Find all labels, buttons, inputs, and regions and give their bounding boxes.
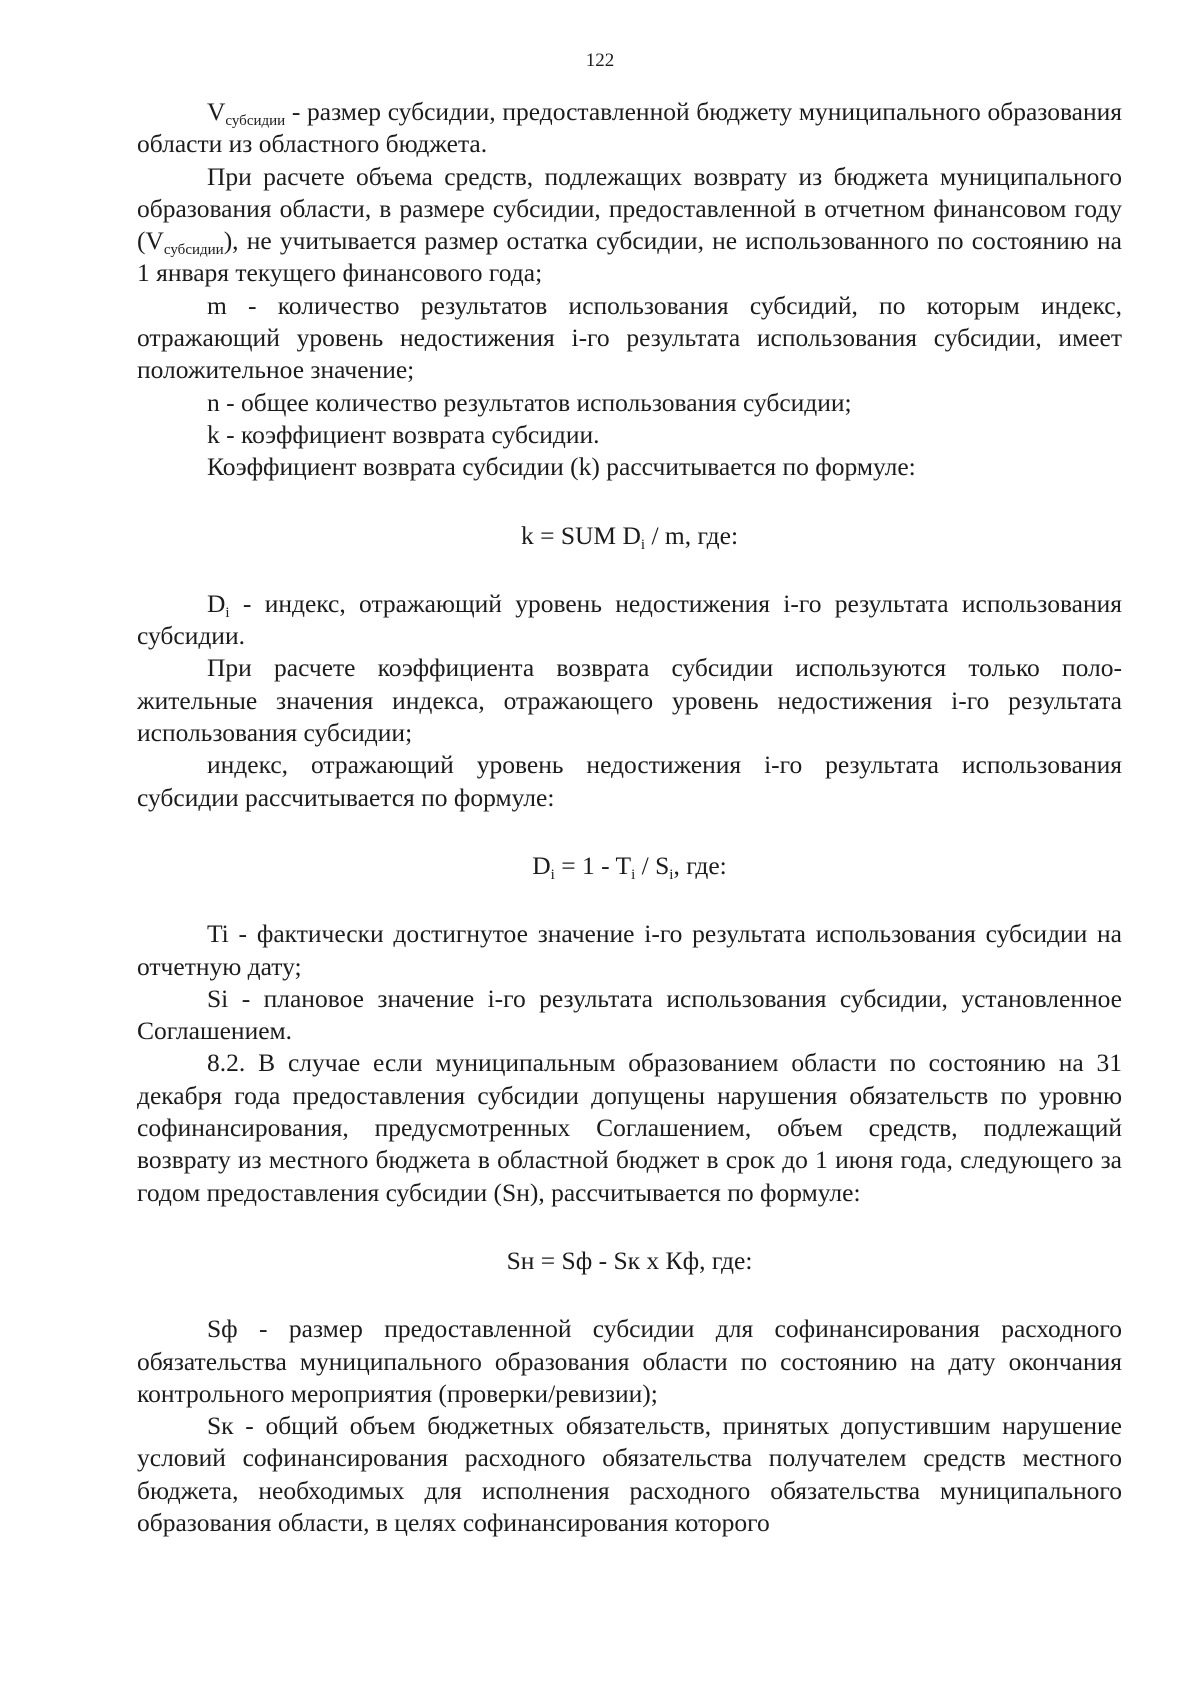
- paragraph-sk-definition: Sк - общий объем бюджетных обязательств, принятых допустившим нарушение условий софинансирования расходного обязательства получателем средств местного бюджета, необходимых для исполнения расходного обязательства муниципального образования области, в целях софинансирования которого: [137, 1411, 1122, 1537]
- paragraph-calc-note: При расчете объема средств, подлежащих возврату из бюджета муниципального образования области, в размере субсидии, предоставленной в отчетном финансовом году $(V_{субсидии})$, не учитывается размер остатка субсидии, не использованного по состоянию на 1 января текущего финансового года;: [137, 161, 1122, 288]
- paragraph-k-formula-intro: Коэффициент возврата субсидии (k) рассчитывается по формуле:: [207, 452, 916, 482]
- page-number: 122: [585, 50, 615, 71]
- document-body: [137, 96, 1122, 1539]
- paragraph-positive-values: При расчете коэффициента возврата субсидии используются только положительные значения индекса, отражающего уровень недостижения i-го результата использования субсидии;: [137, 653, 1122, 748]
- paragraph-di-definition: $D_i$ - индекс, отражающий уровень недостижения i-го результата использования субсидии.: [137, 588, 1122, 651]
- paragraph-v-subsidy: $V_{субсидии}$ - размер субсидии, предоставленной бюджету муниципального образования области из областного бюджета.: [137, 97, 1122, 159]
- formula-sn: Sн = Sф - Sк х Кф, где:: [506, 1245, 753, 1275]
- formula-di: $D_i = 1 - T_i / S_i$, где:: [532, 850, 727, 883]
- paragraph-sf-definition: Sф - размер предоставленной субсидии для софинансирования расходного обязательства муниципального образования области по состоянию на дату окончания контрольного мероприятия (проверки/ревизии);: [137, 1314, 1122, 1408]
- paragraph-k-definition: k - коэффициент возврата субсидии.: [207, 419, 600, 449]
- paragraph-n-definition: n - общее количество результатов использования субсидии;: [207, 387, 852, 417]
- paragraph-m-definition: m - количество результатов использования субсидий, по которым индекс, отражающий уровень недостижения i-го результата использования субсидии, имеет положительное значение;: [137, 290, 1122, 385]
- paragraph-di-formula-intro: индекс, отражающий уровень недостижения i-го результата использования субсидии рассчитывается по формуле:: [137, 750, 1122, 812]
- paragraph-si-definition: Si - плановое значение i-го результата использования субсидии, установленное Соглашением.: [137, 983, 1122, 1046]
- paragraph-ti-definition: Ti - фактически достигнутое значение i-го результата использования субсидии на отчетную дату;: [137, 919, 1122, 981]
- paragraph-section-8-2: 8.2. В случае если муниципальным образованием области по состоянию на 31 декабря года предоставления субсидии допущены нарушения обязательств по уровню софинансирования, предусмотренных Соглашением, объем средств, подлежащий возврату из местного бюджета в областной бюджет в срок до 1 июня года, следующего за годом предоставления субсидии (Sн), рассчитывается по формуле:: [137, 1048, 1122, 1207]
- formula-k: k = SUM $D_i$ / m, где:: [520, 520, 739, 553]
